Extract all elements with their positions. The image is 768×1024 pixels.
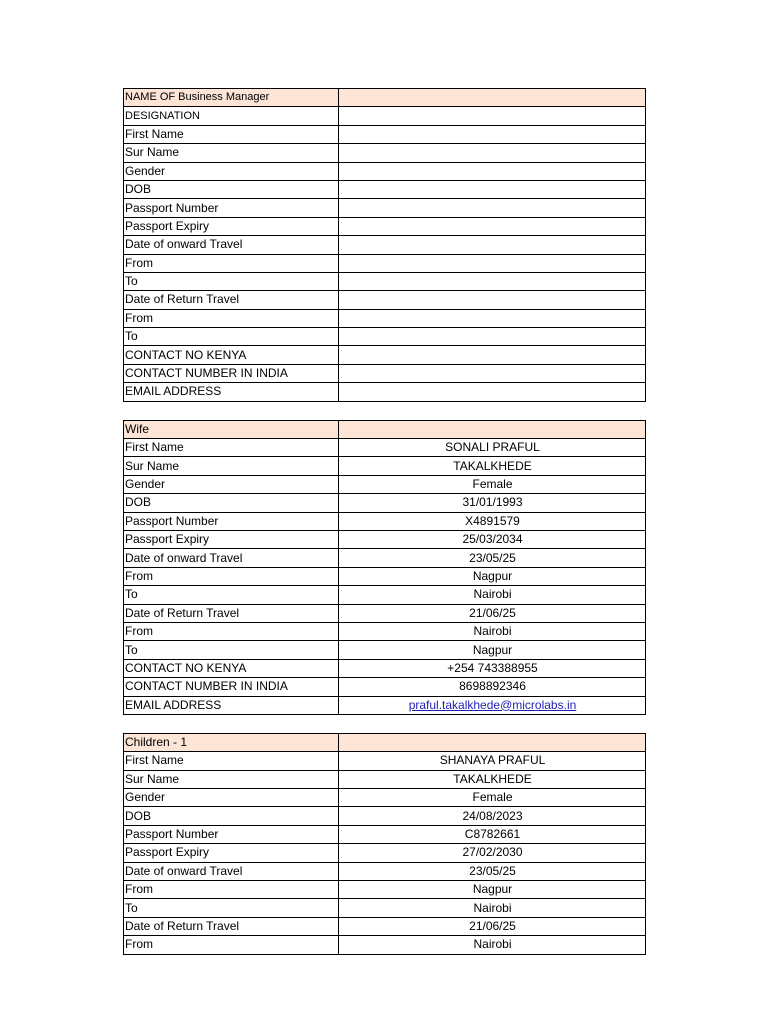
field-label-sur-name[interactable]: Sur Name	[124, 144, 339, 162]
cell-value[interactable]	[339, 696, 646, 714]
cell-value[interactable]: Nagpur	[339, 641, 646, 659]
cell-value[interactable]	[339, 309, 646, 327]
cell-value[interactable]	[339, 733, 646, 751]
cell-value[interactable]	[339, 107, 646, 125]
table-row	[124, 696, 646, 714]
table-row	[124, 862, 646, 880]
table-row	[124, 899, 646, 917]
table-row	[124, 659, 646, 677]
table-row	[124, 364, 646, 382]
cell-value[interactable]: 8698892346	[339, 678, 646, 696]
section-spacer	[123, 402, 646, 420]
table-row	[124, 549, 646, 567]
field-label-to[interactable]: To	[124, 586, 339, 604]
cell-value[interactable]: Female	[339, 789, 646, 807]
field-label-gender[interactable]: Gender	[124, 162, 339, 180]
table-row	[124, 733, 646, 751]
cell-value[interactable]	[339, 383, 646, 401]
field-label-from[interactable]: From	[124, 309, 339, 327]
children-1-table	[123, 733, 646, 955]
table-row	[124, 236, 646, 254]
field-label-from[interactable]: From	[124, 881, 339, 899]
cell-value[interactable]	[339, 364, 646, 382]
table-row	[124, 567, 646, 585]
cell-value[interactable]: +254 743388955	[339, 659, 646, 677]
section-spacer	[123, 715, 646, 733]
cell-value[interactable]: X4891579	[339, 512, 646, 530]
field-label-dob[interactable]: DOB	[124, 807, 339, 825]
table-row	[124, 586, 646, 604]
cell-value[interactable]: 27/02/2030	[339, 844, 646, 862]
cell-value[interactable]: Nairobi	[339, 936, 646, 954]
field-label-contact-kenya[interactable]: CONTACT NO KENYA	[124, 659, 339, 677]
table-row	[124, 125, 646, 143]
table-row	[124, 309, 646, 327]
table-row	[124, 604, 646, 622]
field-label-passport-number[interactable]: Passport Number	[124, 512, 339, 530]
wife-table	[123, 420, 646, 715]
field-label-from[interactable]: From	[124, 567, 339, 585]
section-header-children-1[interactable]: Children - 1	[124, 733, 339, 751]
cell-value[interactable]	[339, 272, 646, 290]
field-label-designation[interactable]: DESIGNATION	[124, 107, 339, 125]
cell-value[interactable]	[339, 162, 646, 180]
table-row	[124, 107, 646, 125]
table-row	[124, 936, 646, 954]
cell-value[interactable]	[339, 180, 646, 198]
field-label-passport-expiry[interactable]: Passport Expiry	[124, 530, 339, 548]
cell-value[interactable]: C8782661	[339, 825, 646, 843]
field-label-passport-expiry[interactable]: Passport Expiry	[124, 217, 339, 235]
cell-value[interactable]: Nairobi	[339, 622, 646, 640]
cell-value[interactable]	[339, 144, 646, 162]
cell-value[interactable]	[339, 236, 646, 254]
table-row	[124, 881, 646, 899]
table-row	[124, 641, 646, 659]
field-label-from[interactable]: From	[124, 622, 339, 640]
field-label-to[interactable]: To	[124, 272, 339, 290]
cell-value[interactable]	[339, 125, 646, 143]
table-row	[124, 420, 646, 438]
table-row	[124, 752, 646, 770]
cell-value[interactable]: Nagpur	[339, 567, 646, 585]
cell-value[interactable]: TAKALKHEDE	[339, 457, 646, 475]
field-label-first-name[interactable]: First Name	[124, 752, 339, 770]
table-row	[124, 89, 646, 107]
table-row	[124, 383, 646, 401]
spreadsheet-page	[123, 88, 646, 955]
field-label-to[interactable]: To	[124, 899, 339, 917]
business-manager-table	[123, 88, 646, 402]
cell-value[interactable]: SHANAYA PRAFUL	[339, 752, 646, 770]
cell-value[interactable]	[339, 217, 646, 235]
cell-value[interactable]: 31/01/1993	[339, 494, 646, 512]
table-row	[124, 475, 646, 493]
cell-value[interactable]: Nairobi	[339, 586, 646, 604]
section-header-wife[interactable]: Wife	[124, 420, 339, 438]
table-row	[124, 162, 646, 180]
cell-value[interactable]	[339, 89, 646, 107]
cell-value[interactable]	[339, 254, 646, 272]
field-label-passport-number[interactable]: Passport Number	[124, 825, 339, 843]
cell-value[interactable]: 25/03/2034	[339, 530, 646, 548]
field-label-return-travel-date[interactable]: Date of Return Travel	[124, 604, 339, 622]
table-row	[124, 770, 646, 788]
table-row	[124, 291, 646, 309]
field-label-return-travel-date[interactable]: Date of Return Travel	[124, 291, 339, 309]
table-row	[124, 439, 646, 457]
table-row	[124, 530, 646, 548]
table-row	[124, 254, 646, 272]
table-row	[124, 622, 646, 640]
field-label-passport-expiry[interactable]: Passport Expiry	[124, 844, 339, 862]
field-label-sur-name[interactable]: Sur Name	[124, 457, 339, 475]
field-label-gender[interactable]: Gender	[124, 789, 339, 807]
cell-value[interactable]: 23/05/25	[339, 549, 646, 567]
table-row	[124, 678, 646, 696]
cell-value[interactable]: Nagpur	[339, 881, 646, 899]
cell-value[interactable]	[339, 291, 646, 309]
field-label-return-travel-date[interactable]: Date of Return Travel	[124, 917, 339, 935]
field-label-sur-name[interactable]: Sur Name	[124, 770, 339, 788]
field-label-email[interactable]: EMAIL ADDRESS	[124, 696, 339, 714]
cell-value[interactable]	[339, 328, 646, 346]
table-row	[124, 328, 646, 346]
table-row	[124, 217, 646, 235]
table-row	[124, 272, 646, 290]
field-label-onward-travel-date[interactable]: Date of onward Travel	[124, 236, 339, 254]
field-label-first-name[interactable]: First Name	[124, 125, 339, 143]
table-row	[124, 512, 646, 530]
email-link[interactable]: praful.takalkhede@microlabs.in	[408, 697, 577, 712]
cell-value[interactable]: Female	[339, 475, 646, 493]
field-label-to[interactable]: To	[124, 328, 339, 346]
table-row	[124, 917, 646, 935]
field-label-to[interactable]: To	[124, 641, 339, 659]
field-label-contact-kenya[interactable]: CONTACT NO KENYA	[124, 346, 339, 364]
table-row	[124, 494, 646, 512]
field-label-from[interactable]: From	[124, 254, 339, 272]
table-row	[124, 180, 646, 198]
field-label-onward-travel-date[interactable]: Date of onward Travel	[124, 862, 339, 880]
field-label-onward-travel-date[interactable]: Date of onward Travel	[124, 549, 339, 567]
cell-value[interactable]: 23/05/25	[339, 862, 646, 880]
cell-value[interactable]: 21/06/25	[339, 917, 646, 935]
cell-value[interactable]	[339, 199, 646, 217]
section-header-business-manager[interactable]: NAME OF Business Manager	[124, 89, 339, 107]
field-label-gender[interactable]: Gender	[124, 475, 339, 493]
table-row	[124, 825, 646, 843]
table-row	[124, 807, 646, 825]
field-label-contact-india[interactable]: CONTACT NUMBER IN INDIA	[124, 678, 339, 696]
table-row	[124, 844, 646, 862]
table-row	[124, 144, 646, 162]
cell-value[interactable]: 21/06/25	[339, 604, 646, 622]
field-label-passport-number[interactable]: Passport Number	[124, 199, 339, 217]
table-row	[124, 457, 646, 475]
cell-value[interactable]: SONALI PRAFUL	[339, 439, 646, 457]
field-label-from[interactable]: From	[124, 936, 339, 954]
cell-value[interactable]: Nairobi	[339, 899, 646, 917]
field-label-first-name[interactable]: First Name	[124, 439, 339, 457]
table-row	[124, 199, 646, 217]
field-label-contact-india[interactable]: CONTACT NUMBER IN INDIA	[124, 364, 339, 382]
cell-value[interactable]: 24/08/2023	[339, 807, 646, 825]
field-label-email[interactable]: EMAIL ADDRESS	[124, 383, 339, 401]
cell-value[interactable]: TAKALKHEDE	[339, 770, 646, 788]
cell-value[interactable]	[339, 420, 646, 438]
cell-value[interactable]	[339, 346, 646, 364]
field-label-dob[interactable]: DOB	[124, 494, 339, 512]
field-label-dob[interactable]: DOB	[124, 180, 339, 198]
table-row	[124, 346, 646, 364]
table-row	[124, 789, 646, 807]
